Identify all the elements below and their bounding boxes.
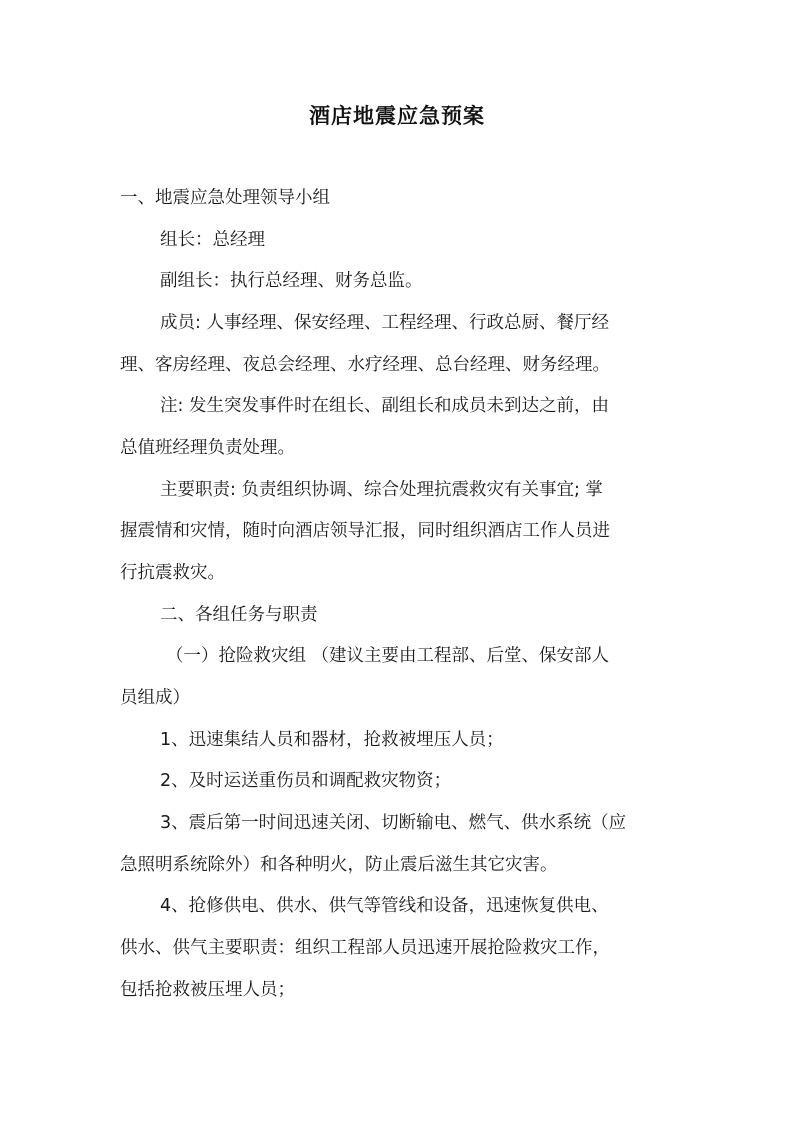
list-item-4-line2: 供水、供气主要职责：组织工程部人员迅速开展抢险救灾工作，	[120, 938, 610, 958]
list-item-3-line2: 急照明系统除外）和各种明火，防止震后滋生其它灾害。	[120, 855, 558, 875]
list-item-2: 2、及时运送重伤员和调配救灾物资；	[160, 771, 452, 791]
paragraph-duties-line1: 主要职责: 负责组织协调、综合处理抗震救灾有关事宜; 掌	[160, 480, 603, 500]
list-item-3-line1: 3、震后第一时间迅速关闭、切断输电、燃气、供水系统（应	[160, 813, 627, 833]
paragraph-note-line2: 总值班经理负责处理。	[120, 438, 295, 458]
paragraph-group-leader: 组长：总经理	[160, 230, 265, 250]
paragraph-duties-line3: 行抗震救灾。	[120, 563, 225, 583]
list-item-4-line3: 包括抢救被压埋人员；	[120, 980, 295, 1000]
paragraph-note-line1: 注: 发生突发事件时在组长、副组长和成员未到达之前，由	[160, 396, 609, 416]
section-heading-leadership-group: 一、地震应急处理领导小组	[120, 188, 330, 208]
paragraph-deputy-leader: 副组长：执行总经理、财务总监。	[160, 271, 423, 291]
list-item-4-line1: 4、抢修供电、供水、供气等管线和设备，迅速恢复供电、	[160, 896, 609, 916]
paragraph-members-line2: 理、客房经理、夜总会经理、水疗经理、总台经理、财务经理。	[120, 355, 610, 375]
paragraph-members-line1: 成员: 人事经理、保安经理、工程经理、行政总厨、餐厅经	[160, 313, 609, 333]
section-heading-group-tasks: 二、各组任务与职责	[160, 605, 318, 625]
subsection-rescue-group-line2: 员组成）	[120, 688, 190, 708]
list-item-1: 1、迅速集结人员和器材，抢救被埋压人员；	[160, 730, 504, 750]
paragraph-duties-line2: 握震情和灾情，随时向酒店领导汇报，同时组织酒店工作人员进	[120, 521, 610, 541]
subsection-rescue-group-line1: （一）抢险救灾组 （建议主要由工程部、后堂、保安部人	[166, 646, 610, 666]
document-title: 酒店地震应急预案	[309, 104, 485, 128]
